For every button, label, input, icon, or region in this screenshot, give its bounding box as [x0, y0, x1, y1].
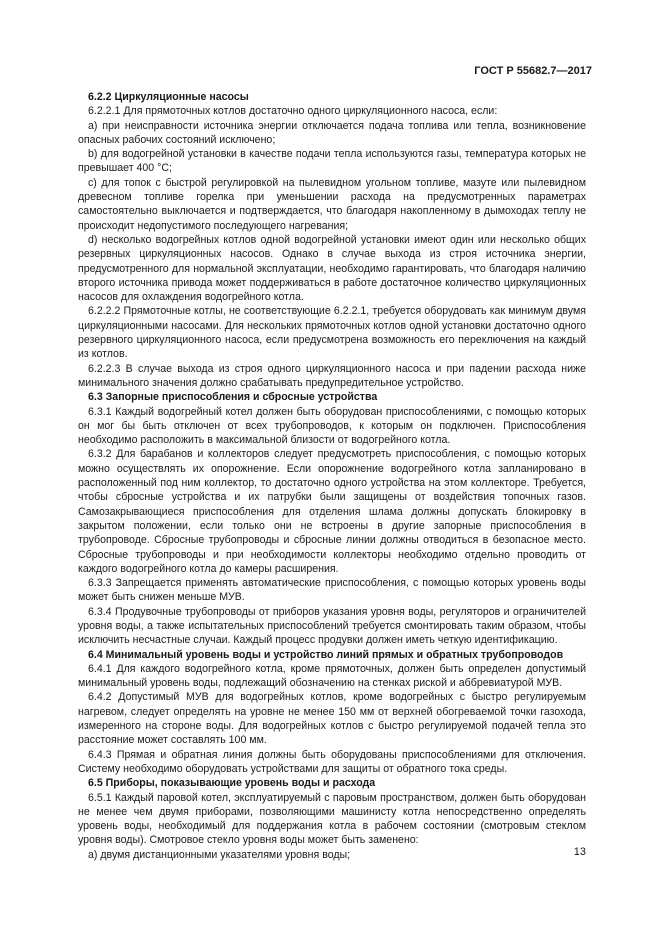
paragraph: 6.3.1 Каждый водогрейный котел должен быть оборудован приспособлениями, с помощью которых он мог бы быть отключен от всех трубопроводов, к которым он подключен. Приспособления необходимо расположить в максимальной близости от водогрейного котла.	[78, 405, 586, 447]
paragraph: 6.5.1 Каждый паровой котел, эксплуатируемый с паровым пространством, должен быть оборудован не менее чем двумя приборами, позволяющими машинисту котла непосредственно определять уровень воды, необходимый для поддержания котла в рабочем состоянии (смотровым стеклом уровня воды). Смотровое стекло уровня воды может быть заменено:	[78, 791, 586, 847]
section-title: 6.5 Приборы, показывающие уровень воды и расхода	[88, 777, 376, 790]
paragraph: b) для водогрейной установки в качестве подачи тепла используются газы, температура которых не превышает 400 °С;	[78, 148, 586, 175]
paragraph: 6.4.1 Для каждого водогрейного котла, кроме прямоточных, должен быть определен допустимый минимальный уровень воды, подлежащий обозначению на стенках риской и аббревиатурой МУВ.	[78, 662, 586, 690]
section-title: 6.2.2 Циркуляционные насосы	[88, 91, 249, 103]
paragraph: 6.2.2.3 В случае выхода из строя одного циркуляционного насоса и при падении расхода ниже минимального значения должно срабатывать предупредительное устройство.	[78, 362, 586, 389]
paragraph: d) несколько водогрейных котлов одной водогрейной установки имеют один или несколько общих резервных циркуляционных насосов. Однако в случае выхода из строя источника энергии, предусмотренного для нормальной эксплуатации, необходимо гарантировать, что благодаря наличию второго источника привода может поддерживаться в работе достаточное количество циркуляционных насосов для охлаждения водогрейного котла.	[78, 233, 586, 304]
paragraph: 6.3.3 Запрещается применять автоматические приспособления, с помощью которых уровень воды может быть снижен меньше МУВ.	[78, 577, 586, 604]
paragraph: а) двумя дистанционными указателями уровня воды;	[88, 848, 351, 861]
paragraph: 6.4.3 Прямая и обратная линия должны быть оборудованы приспособлениями для отключения. Систему необходимо оборудовать устройствами для защиты от обратного тока среды.	[78, 748, 586, 775]
paragraph: 6.4.2 Допустимый МУВ для водогрейных котлов, кроме водогрейных с быстро регулируемым нагревом, следует определять на уровне не менее 150 мм от верхней обогреваемой точки газохода, измеренного на стороне воды. Для водогрейных котлов с быстро регулируемой подачей тепла это расстояние может составлять 100 мм.	[78, 691, 586, 747]
section-title: 6.3 Запорные приспособления и сбросные устройства	[88, 391, 378, 404]
paragraph: 6.3.4 Продувочные трубопроводы от приборов указания уровня воды, регуляторов и ограничителей уровня воды, а также испытательных приспособлений требуется смонтировать таким образом, чтобы исключить несчастные случаи. Каждый процесс продувки должен иметь четкую идентификацию.	[78, 605, 586, 647]
paragraph: а) при неисправности источника энергии отключается подача топлива или тепла, возникновение опасных рабочих состояний исключено;	[78, 119, 586, 146]
document-header: ГОСТ Р 55682.7—2017	[474, 65, 592, 77]
document-body	[78, 90, 586, 862]
paragraph: 6.3.2 Для барабанов и коллекторов следует предусмотреть приспособления, с помощью которых можно осуществлять их опорожнение. Если опорожнение водогрейного котла запланировано в расположенный под ним коллектор, то достаточно одного устройства на этом коллекторе. Требуется, чтобы сбросные устройства и их патрубки были защищены от воздействия топочных газов. Самозакрывающиеся приспособления для отделения шлама должны допускать блокировку в закрытом положении, если только они не встроены в другие запорные приспособления в трубопроводе. Сбросные трубопроводы и сбросные линии должны отводиться в безопасное место. Сбросные трубопроводы и при необходимости коллекторы необходимо отдельно проводить от каждого водогрейного котла до камеры расширения.	[78, 448, 586, 575]
section-title: 6.4 Минимальный уровень воды и устройство линий прямых и обратных трубопроводов	[88, 648, 564, 661]
paragraph: с) для топок с быстрой регулировкой на пылевидном угольном топливе, мазуте или пылевидном древесном топливе горелка при уменьшении расхода на предусмотренных параметрах самостоятельно выключается и подтверждается, что благодаря накопленному в дымоходах теплу не происходит недопустимого последующего нагревания;	[78, 176, 586, 232]
paragraph: 6.2.2.2 Прямоточные котлы, не соответствующие 6.2.2.1, требуется оборудовать как минимум двумя циркуляционными насосами. Для нескольких прямоточных котлов одной установки достаточно одного резервного циркуляционного насоса, если предусмотрена возможность его переключения на каждый из котлов.	[78, 305, 586, 361]
page-number: 13	[573, 846, 586, 858]
paragraph: 6.2.2.1 Для прямоточных котлов достаточно одного циркуляционного насоса, если:	[88, 105, 498, 118]
